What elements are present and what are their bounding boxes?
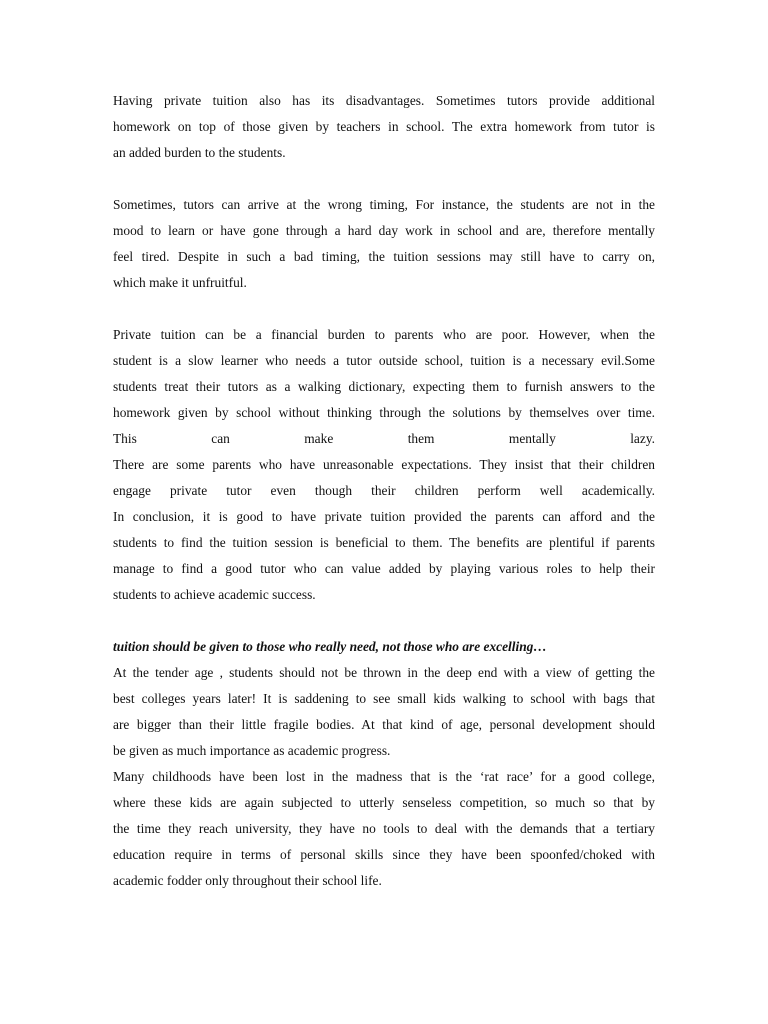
text-line: engage private tutor even though their children perform well academically. <box>113 483 655 498</box>
text-line: homework on top of those given by teachers in school. The extra homework from tutor is <box>113 119 655 134</box>
text-line: education require in terms of personal skills since they have been spoonfed/choked with <box>113 847 655 862</box>
text-line: In conclusion, it is good to have private tuition provided the parents can afford and the <box>113 509 655 524</box>
text-line: students to find the tuition session is beneficial to them. The benefits are plentiful if parents <box>113 535 655 550</box>
text-line: where these kids are again subjected to utterly senseless competition, so much so that by <box>113 795 655 810</box>
text-line: an added burden to the students. <box>113 145 286 160</box>
text-line: best colleges years later! It is saddening to see small kids walking to school with bags that <box>113 691 655 706</box>
text-line: students to achieve academic success. <box>113 587 316 602</box>
text-line: which make it unfruitful. <box>113 275 247 290</box>
text-line: This can make them mentally lazy. <box>113 431 655 446</box>
text-line: the time they reach university, they have no tools to deal with the demands that a tertiary <box>113 821 655 836</box>
text-line: There are some parents who have unreasonable expectations. They insist that their children <box>113 457 655 472</box>
text-line: Many childhoods have been lost in the madness that is the ‘rat race’ for a good college, <box>113 769 655 784</box>
text-line: academic fodder only throughout their school life. <box>113 873 382 888</box>
text-line: manage to find a good tutor who can value added by playing various roles to help their <box>113 561 655 576</box>
text-line: Sometimes, tutors can arrive at the wrong timing, For instance, the students are not in the <box>113 197 655 212</box>
text-line: are bigger than their little fragile bodies. At that kind of age, personal development should <box>113 717 655 732</box>
text-line: be given as much importance as academic progress. <box>113 743 391 758</box>
text-line: Private tuition can be a financial burden to parents who are poor. However, when the <box>113 327 655 342</box>
text-line: student is a slow learner who needs a tutor outside school, tuition is a necessary evil.Some <box>113 353 655 368</box>
text-line: Having private tuition also has its disadvantages. Sometimes tutors provide additional <box>113 93 655 108</box>
text-line: mood to learn or have gone through a hard day work in school and are, therefore mentally <box>113 223 655 238</box>
section-heading: tuition should be given to those who really need, not those who are excelling… <box>113 639 547 654</box>
text-line: feel tired. Despite in such a bad timing, the tuition sessions may still have to carry on, <box>113 249 655 264</box>
text-line: At the tender age , students should not be thrown in the deep end with a view of getting the <box>113 665 655 680</box>
text-line: students treat their tutors as a walking dictionary, expecting them to furnish answers to the <box>113 379 655 394</box>
text-line: homework given by school without thinking through the solutions by themselves over time. <box>113 405 655 420</box>
